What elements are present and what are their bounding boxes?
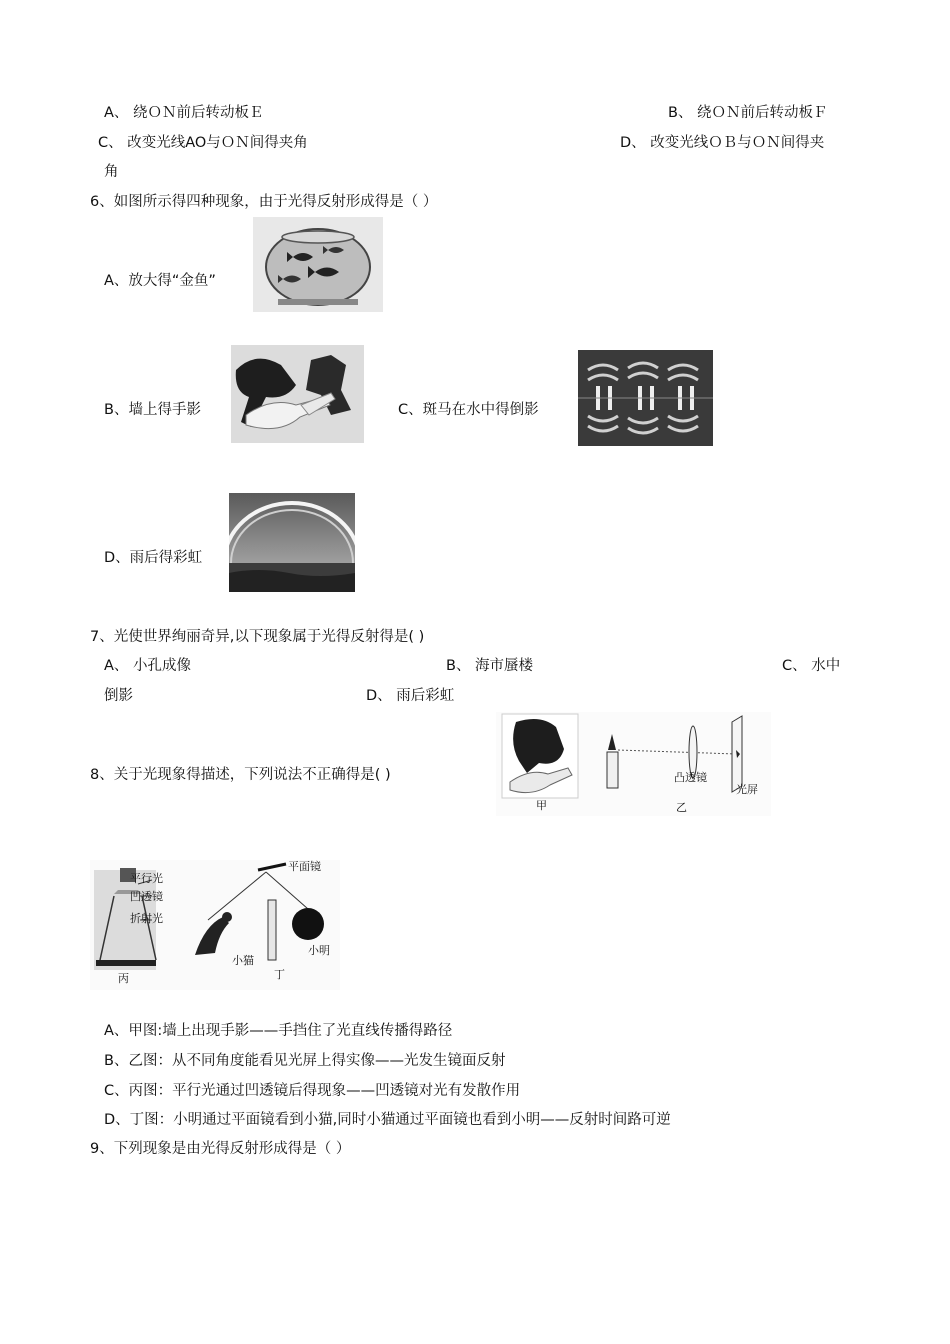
- q5-option-d: D、 改变光线ＯＢ与ＯＮ间得夹: [620, 135, 825, 151]
- q8-option-d: D、丁图：小明通过平面镜看到小猫,同时小猫通过平面镜也看到小明——反射时间路可逆: [104, 1112, 671, 1128]
- q8-figure-jia-yi: [496, 712, 771, 816]
- q5-option-b: B、 绕ＯＮ前后转动板Ｆ: [668, 105, 828, 121]
- q8-option-c: C、丙图：平行光通过凹透镜后得现象——凹透镜对光有发散作用: [104, 1083, 521, 1099]
- q8-label-plane-mirror: 平面镜: [288, 860, 321, 873]
- q8-label-screen: 光屏: [736, 783, 758, 796]
- q9-stem: 9、下列现象是由光得反射形成得是（ ）: [90, 1141, 351, 1157]
- q6-option-a: A、放大得“金鱼”: [104, 273, 216, 289]
- q8-label-parallel-light: 平行光: [130, 872, 163, 885]
- q8-option-b: B、乙图：从不同角度能看见光屏上得实像——光发生镜面反射: [104, 1053, 506, 1069]
- q8-label-xiaoming: 小明: [308, 944, 330, 957]
- q8-figure-bing-ding: [90, 860, 340, 990]
- rainbow-photo: [229, 493, 355, 592]
- q6-stem: 6、如图所示得四种现象，由于光得反射形成得是（ ）: [90, 194, 438, 210]
- q8-label-ding: 丁: [274, 968, 285, 981]
- q8-stem: 8、关于光现象得描述，下列说法不正确得是( ): [90, 767, 391, 783]
- q8-label-yi: 乙: [676, 801, 687, 814]
- q7-option-d: D、 雨后彩虹: [366, 688, 455, 704]
- q7-stem: 7、光使世界绚丽奇异,以下现象属于光得反射得是( ): [90, 629, 425, 645]
- q8-option-a: A、甲图:墙上出现手影——手挡住了光直线传播得路径: [104, 1023, 453, 1039]
- hand-shadow-photo: [231, 345, 364, 443]
- q8-label-refracted-light: 折射光: [130, 912, 163, 925]
- q8-label-convex-lens: 凸透镜: [674, 771, 707, 784]
- goldfish-bowl-photo: [253, 217, 383, 312]
- q8-label-concave-lens: 凹透镜: [130, 890, 163, 903]
- q5-option-c: C、 改变光线AO与ＯＮ间得夹角: [98, 135, 308, 151]
- q6-option-b: B、墙上得手影: [104, 402, 201, 418]
- q8-label-cat: 小猫: [232, 954, 254, 967]
- zebra-reflection-photo: [578, 350, 713, 446]
- q5-option-d-wrap: 角: [104, 164, 119, 180]
- q6-option-c: C、斑马在水中得倒影: [398, 402, 539, 418]
- q6-option-d: D、雨后得彩虹: [104, 550, 203, 566]
- q5-option-a: A、 绕ＯＮ前后转动板Ｅ: [104, 105, 264, 121]
- q8-label-bing: 丙: [118, 972, 129, 985]
- q7-option-c: C、 水中: [782, 658, 841, 674]
- q8-label-jia: 甲: [536, 799, 547, 812]
- q7-option-a: A、 小孔成像: [104, 658, 192, 674]
- q7-option-b: B、 海市蜃楼: [446, 658, 534, 674]
- q7-option-c-wrap: 倒影: [104, 688, 133, 704]
